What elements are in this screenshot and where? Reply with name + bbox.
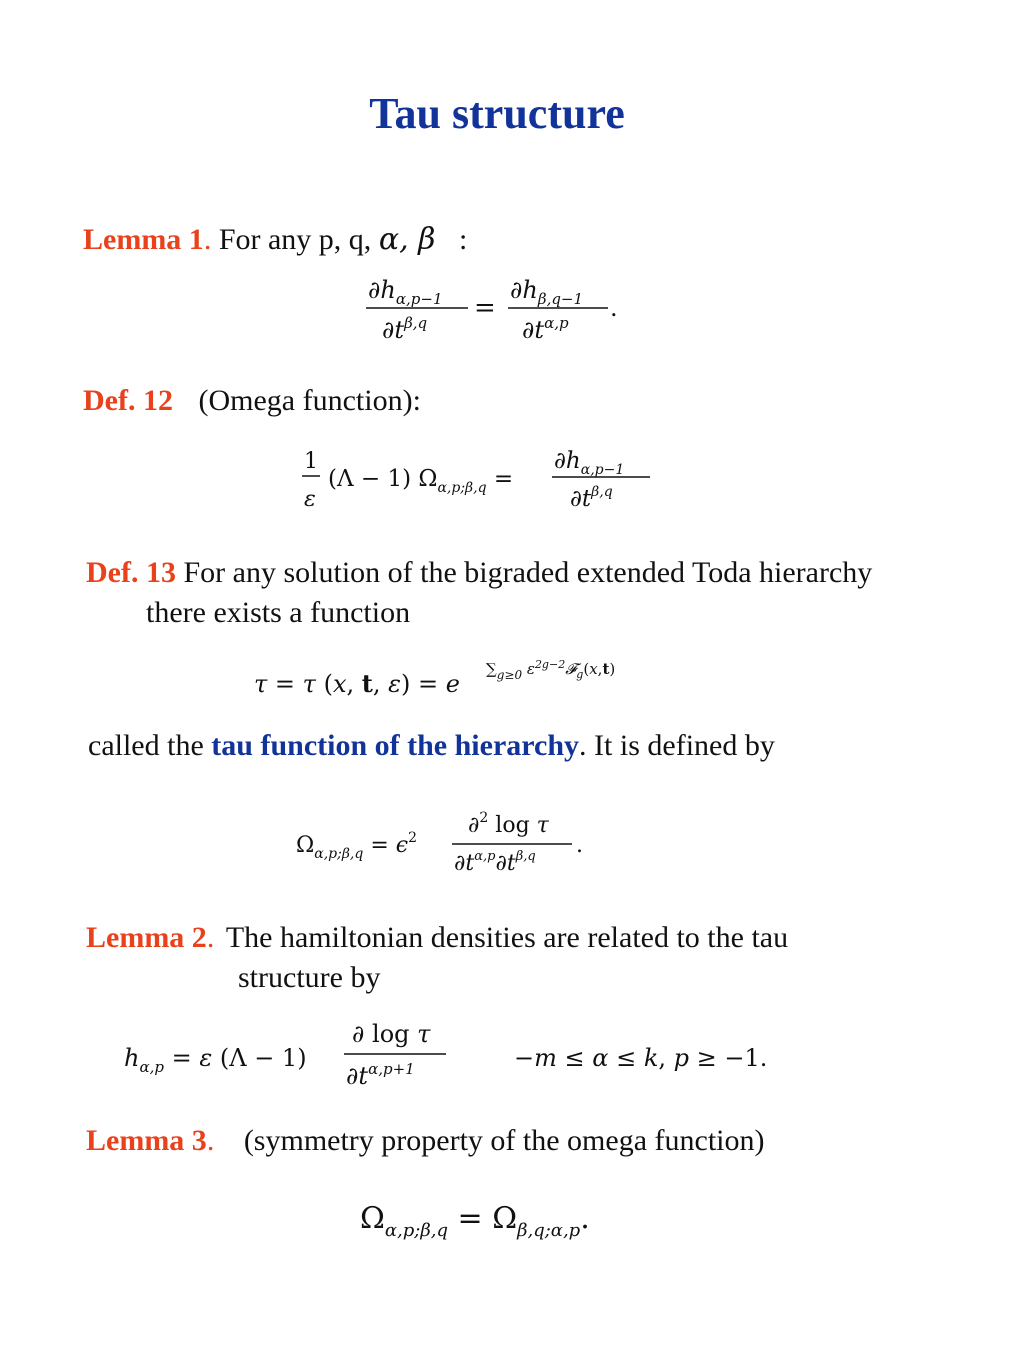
page-title: Tau structure bbox=[369, 89, 625, 138]
lemma-3-label: Lemma 3 bbox=[86, 1124, 207, 1157]
tau-function-sentence: called the tau function of the hierarchy. It is defined by bbox=[88, 729, 775, 762]
svg-text:∂2 log τ: ∂$^2$ log τ bbox=[468, 810, 549, 838]
svg-text:∂hα,p−1: $\partial h_{\alpha,p-1}$ bbox=[368, 276, 443, 308]
def-12-label: Def. 12 bbox=[83, 384, 173, 417]
svg-text:(Λ − 1) Ωα,p;β,q =: (Λ − 1) $\Omega_{\alpha,p;\beta,q}$ = bbox=[328, 466, 514, 496]
svg-text:∂tβ,q: $\partial t^{\beta,q}$ bbox=[570, 484, 613, 512]
svg-text:.: . bbox=[610, 294, 618, 322]
svg-text:τ = τ (x, t, ε) = e: τ = τ (x, t, ε) = e bbox=[254, 669, 460, 698]
def-13-text: For any solution of the bigraded extended Toda hierarchy bbox=[175, 556, 873, 589]
svg-text:hα,p = ε (Λ − 1): $h_{\alpha,p} = \varepsilon$ (Λ − 1) bbox=[124, 1044, 307, 1076]
svg-text:∑g≥0 ε2g−2𝓕g(x,t): $\sum_{g\ge 0}$ $\varepsilon^{2g-2}𝓕_g(x,t)$ bbox=[486, 658, 616, 682]
equation-tau-function bbox=[254, 650, 694, 722]
lemma-1-text: For any p, q, bbox=[211, 223, 379, 256]
lemma-1-vars: α, β bbox=[378, 222, 436, 257]
lemma-3-statement: Lemma 3. (symmetry property of the omega function) bbox=[86, 1124, 765, 1157]
equation-omega-symmetry bbox=[360, 1190, 660, 1262]
lemma-2-text-line-2: structure by bbox=[238, 961, 381, 994]
def-13-text-line-2: there exists a function bbox=[146, 596, 411, 629]
svg-text:Ωα,p;β,q = Ωβ,q;α,p.: $\Omega_{\alpha,p;\beta,q} = \Omega_{\beta,q;\alpha,p}$. bbox=[360, 1201, 590, 1241]
svg-text:ε: ε bbox=[304, 487, 316, 512]
def-12-text: (Omega function): bbox=[198, 384, 421, 417]
lemma-2-label: Lemma 2 bbox=[86, 921, 207, 954]
equation-omega-log-tau bbox=[296, 806, 596, 878]
equation-omega-definition bbox=[300, 444, 660, 516]
lemma-3-text: (symmetry property of the omega function) bbox=[243, 1124, 765, 1157]
equation-hamiltonian-densities bbox=[124, 1016, 864, 1088]
lemma-2-text: The hamiltonian densities are related to the tau bbox=[225, 921, 789, 954]
def-13-statement bbox=[86, 553, 872, 593]
svg-text:∂ log τ: ∂ log τ bbox=[352, 1020, 431, 1048]
lemma-1-label: Lemma 1 bbox=[83, 223, 204, 256]
equation-lemma-1 bbox=[360, 276, 630, 348]
svg-text:∂hα,p−1: $\partial h_{\alpha,p-1}$ bbox=[554, 448, 625, 478]
lemma-1-statement: Lemma 1. For any p, q, α, β : bbox=[83, 222, 468, 257]
def-12-statement bbox=[83, 381, 421, 421]
svg-text:∂hβ,q−1: $\partial h_{\beta,q-1}$ bbox=[510, 276, 584, 308]
svg-text:∂tβ,q: $\partial t^{\beta,q}$ bbox=[382, 314, 428, 344]
svg-text:=: = bbox=[474, 293, 496, 323]
svg-text:∂tα,p∂tβ,q: $\partial t^{\alpha,p}\partial t^{\beta,q}$ bbox=[454, 849, 536, 876]
svg-text:1: 1 bbox=[304, 449, 318, 474]
lemma-2-statement: Lemma 2. The hamiltonian densities are related to the tau bbox=[86, 921, 789, 954]
tau-function-term: tau function of the hierarchy bbox=[211, 729, 580, 762]
svg-text:∂tα,p: $\partial t^{\alpha,p}$ bbox=[522, 314, 569, 344]
svg-text:Ωα,p;β,q = ϵ2: $\Omega_{\alpha,p;\beta,q} = \epsilon^2$ bbox=[296, 830, 418, 862]
svg-text:−m ≤ α ≤ k, p ≥ −1.: −m ≤ α ≤ k, p ≥ −1. bbox=[514, 1044, 768, 1072]
svg-text:∂tα,p+1: $\partial t^{\alpha,p+1}$ bbox=[346, 1060, 415, 1090]
svg-text:.: . bbox=[576, 833, 583, 858]
def-13-label: Def. 13 bbox=[86, 556, 176, 589]
